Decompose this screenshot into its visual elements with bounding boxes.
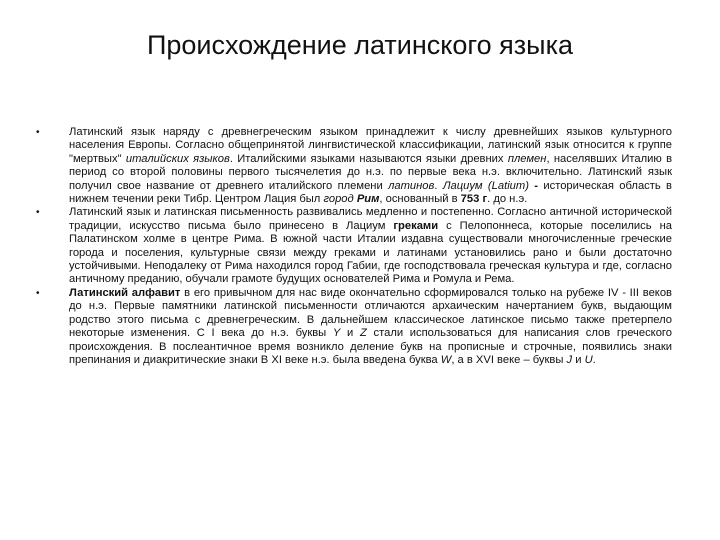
- text-segment: W: [440, 353, 452, 366]
- text-segment: .: [434, 179, 443, 192]
- text-segment: , а в XVI веке – буквы: [451, 353, 567, 366]
- text-segment: 753 г: [460, 193, 488, 206]
- text-segment: , населявших Италию в период со второй половины первого тысячелетия до н.э. по первые века н.э. включительно. Латинский язык получил свое название от древнего италийского племени: [69, 152, 673, 192]
- bullet-item: [36, 126, 672, 206]
- text-segment: .: [592, 353, 596, 366]
- text-segment: J: [566, 353, 573, 366]
- text-segment: в его привычном для нас виде окончательно сформировался только на рубеже IV - III веков до н.э. Первые памятники латинской письменности отличаются архаическим начертанием букв, выдающим родство этого письма с древнегреческим. В дальнейшем классическое латинское письмо также претерпело некоторые изменения. С I века до н.э. буквы: [69, 286, 672, 340]
- bullet-marker: •: [36, 207, 40, 219]
- text-segment: стали использоваться для написания слов греческого происхождения. В послеантичное время возникло деление букв на прописные и строчные, появились знаки препинания и диакритические знаки В XI веке н.э. была введена буква: [69, 327, 672, 366]
- bullet-marker: •: [36, 127, 40, 138]
- text-segment: италийских языков: [125, 152, 230, 165]
- bullet-text: [69, 206, 672, 285]
- bullet-item: [36, 206, 672, 286]
- text-segment: , основанный в: [379, 193, 461, 206]
- slide-title: Происхождение латинского языка: [146, 30, 574, 60]
- text-segment: племен: [507, 152, 547, 165]
- text-segment: с Пелопоннеса, которые поселились на Палатинском холме в центре Рима. В южной части Италии издавна существовали многочисленные греческие города и поселения, культурные связи между греками и латинами установились рано и были достаточно устойчивыми. Неподалеку от Рима находился город Габии, где господствовала греческая культура и где, согласно античному преданию, обучали грамоте будущих основателей Рима и Ромула и Рема.: [69, 219, 672, 286]
- text-segment: город: [323, 193, 357, 206]
- text-segment: . Италийскими языками называются языки древних: [229, 152, 508, 165]
- text-segment: греками: [393, 219, 439, 232]
- bullet-list: [36, 126, 672, 367]
- text-segment: . до н.э.: [487, 193, 528, 206]
- text-segment: Латинский язык наряду с древнегреческим языком принадлежит к числу древнейших языков культурного населения Европы. Согласно общепринятой лингвистической классификации, латинский язык относится к группе "мертвых": [69, 126, 672, 165]
- text-segment: Лациум (Latium): [442, 179, 529, 192]
- bullet-text: [69, 126, 672, 205]
- text-segment: историческая область в нижнем течении реки Тибр. Центром Лация был: [69, 179, 672, 206]
- text-segment: Латинский язык и латинская письменность развивались медленно и постепенно. Согласно античной исторической традиции, искусство письма было принесено в Лациум: [69, 206, 672, 232]
- text-segment: U: [584, 353, 593, 366]
- text-segment: -: [528, 179, 544, 192]
- bullet-marker: •: [36, 287, 40, 299]
- text-segment: Y: [332, 327, 341, 340]
- bullet-item: [36, 287, 672, 367]
- text-segment: и: [572, 353, 585, 366]
- text-segment: Латинский алфавит: [69, 286, 181, 299]
- text-segment: Рим: [356, 193, 380, 206]
- text-segment: и: [340, 327, 360, 340]
- text-segment: латинов: [388, 179, 435, 192]
- bullet-text: [69, 287, 672, 366]
- text-segment: Z: [359, 327, 367, 340]
